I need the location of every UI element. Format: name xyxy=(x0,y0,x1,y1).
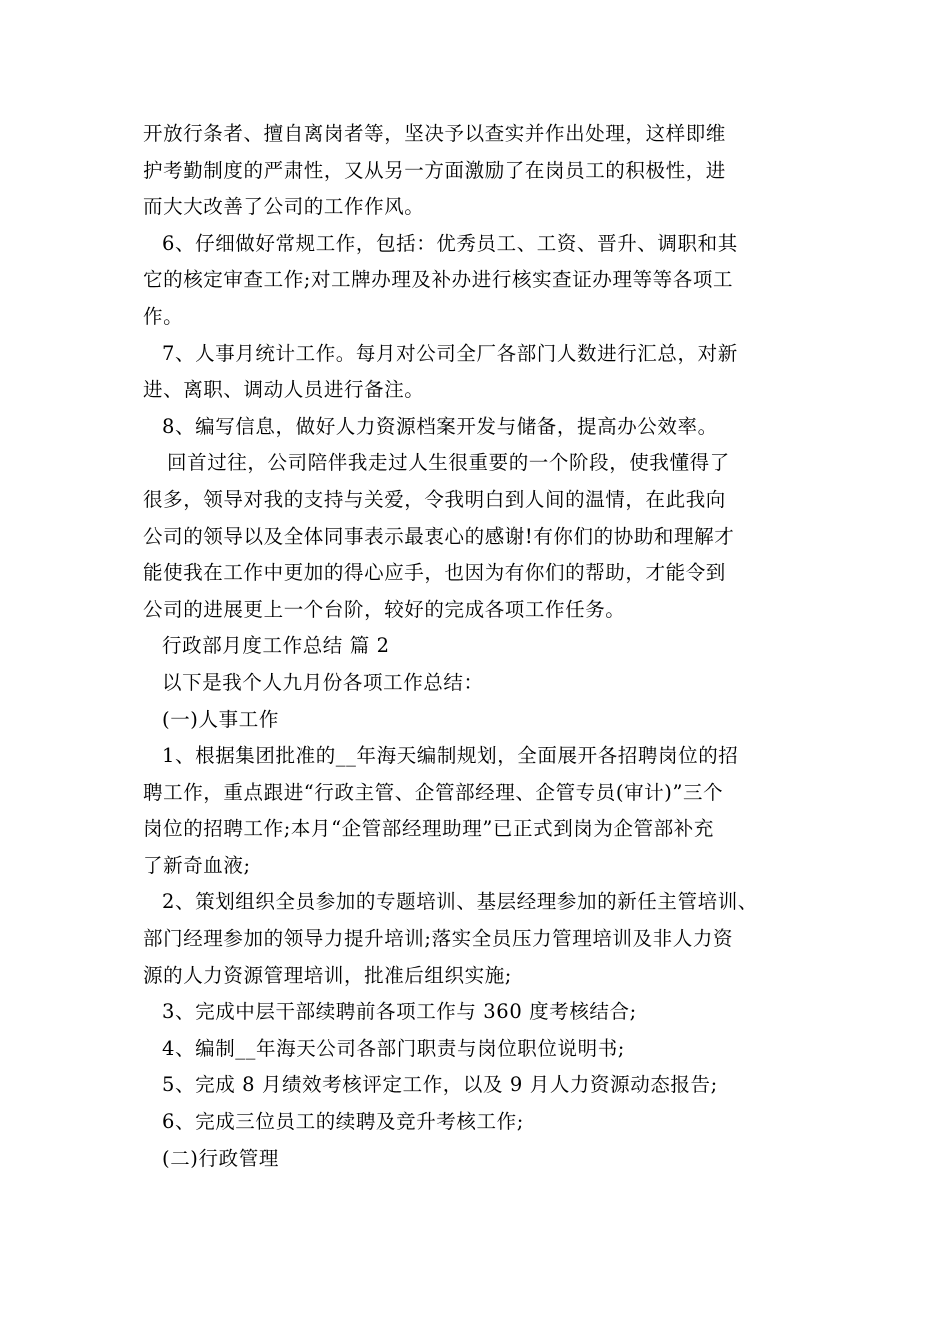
text-line: 它的核定审查工作;对工牌办理及补办进行核实查证办理等等各项工 xyxy=(143,268,734,292)
text-line: 源的人力资源管理培训，批准后组织实施; xyxy=(143,963,512,987)
list-item: 8、编写信息，做好人力资源档案开发与储备，提高办公效率。 xyxy=(162,414,718,438)
text-line: 公司的领导以及全体同事表示最衷心的感谢!有你们的协助和理解才 xyxy=(143,524,735,548)
text-line: 聘工作，重点跟进“行政主管、企管部经理、企管专员(审计)”三个 xyxy=(143,780,724,804)
list-item: 4、编制__年海天公司各部门职责与岗位职位说明书; xyxy=(162,1036,625,1060)
list-item: 2、策划组织全员参加的专题培训、基层经理参加的新任主管培训、 xyxy=(162,890,758,914)
text-line: 护考勤制度的严肃性，又从另一方面激励了在岗员工的积极性，进 xyxy=(143,158,726,182)
text-line: 很多，领导对我的支持与关爱，令我明白到人间的温情，在此我向 xyxy=(143,487,726,511)
text-line: 进、离职、调动人员进行备注。 xyxy=(143,378,425,402)
text-line: 而大大改善了公司的工作作风。 xyxy=(143,195,425,219)
list-item: 6、仔细做好常规工作，包括：优秀员工、工资、晋升、调职和其 xyxy=(162,231,738,255)
paragraph-start: 以下是我个人九月份各项工作总结： xyxy=(162,670,484,694)
list-item: 5、完成 8 月绩效考核评定工作，以及 9 月人力资源动态报告; xyxy=(162,1073,718,1097)
text-line: 岗位的招聘工作;本月“企管部经理助理”已正式到岗为企管部补充 xyxy=(143,817,715,841)
paragraph-start: 回首过往，公司陪伴我走过人生很重要的一个阶段，使我懂得了 xyxy=(167,451,730,475)
list-item: 6、完成三位员工的续聘及竞升考核工作; xyxy=(162,1110,524,1134)
subsection-heading: (二)行政管理 xyxy=(162,1146,279,1170)
text-line: 部门经理参加的领导力提升培训;落实全员压力管理培训及非人力资 xyxy=(143,927,734,951)
text-line: 了新奇血液; xyxy=(143,853,251,877)
section-heading: 行政部月度工作总结 篇 2 xyxy=(162,634,390,658)
text-line: 作。 xyxy=(143,304,184,328)
document-body xyxy=(143,116,833,1177)
text-line: 能使我在工作中更加的得心应手，也因为有你们的帮助，才能令到 xyxy=(143,561,726,585)
list-item: 7、人事月统计工作。每月对公司全厂各部门人数进行汇总，对新 xyxy=(162,341,738,365)
text-line: 公司的进展更上一个台阶，较好的完成各项工作任务。 xyxy=(143,597,626,621)
list-item: 3、完成中层干部续聘前各项工作与 360 度考核结合; xyxy=(162,1000,637,1024)
subsection-heading: (一)人事工作 xyxy=(162,707,279,731)
text-line: 开放行条者、擅自离岗者等，坚决予以查实并作出处理，这样即维 xyxy=(143,122,726,145)
list-item: 1、根据集团批准的__年海天编制规划，全面展开各招聘岗位的招 xyxy=(162,744,739,768)
